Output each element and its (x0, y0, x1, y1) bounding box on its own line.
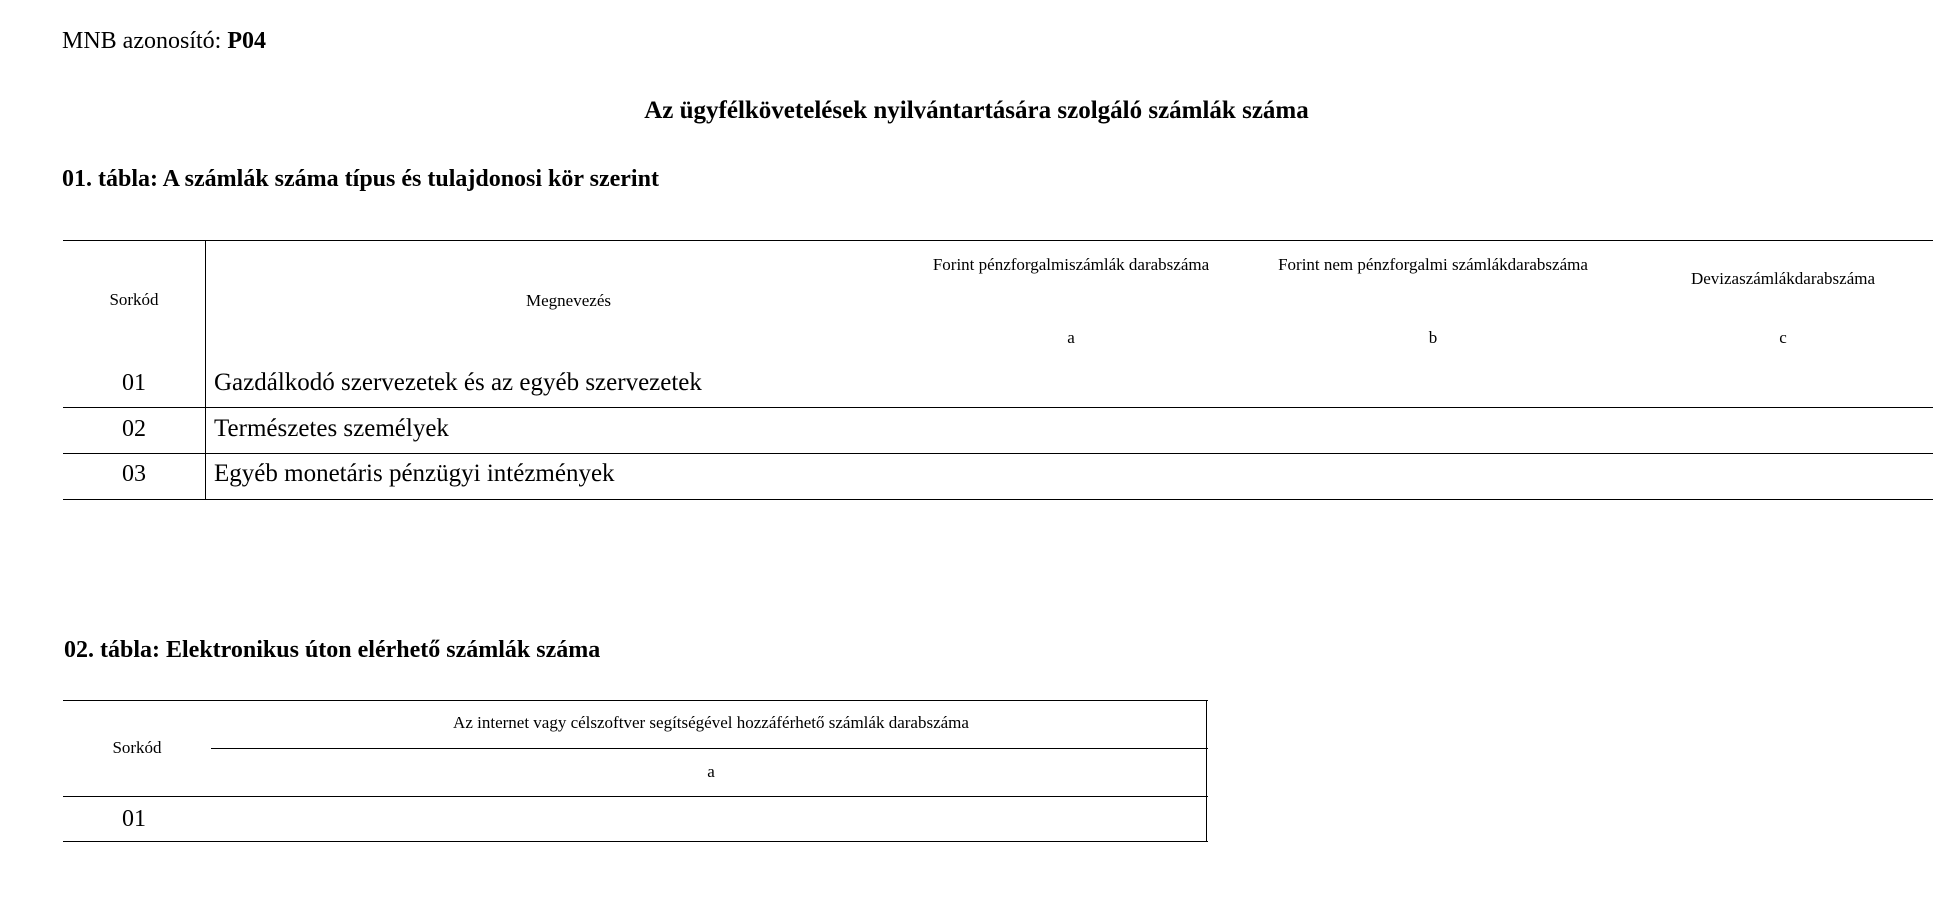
table2-title: 02. tábla: Elektronikus úton elérhető számlák száma (64, 637, 601, 663)
table1-row-code: 01 (122, 370, 146, 396)
table1-header-col-a: Forint pénzforgalmiszámlák darabszáma (932, 255, 1210, 274)
table1-header-letter-c: c (1779, 328, 1787, 347)
table2-row-divider (63, 796, 1208, 797)
table1-header-code: Sorkód (109, 290, 159, 309)
table1-row-code: 03 (122, 461, 146, 487)
table1-row-label: Egyéb monetáris pénzügyi intézmények (214, 460, 615, 487)
table1-title: 01. tábla: A számlák száma típus és tulajdonosi kör szerint (62, 166, 659, 192)
table1 (63, 240, 1933, 500)
table1-column-divider (205, 240, 206, 500)
table1-bottom-border (63, 499, 1933, 500)
page-title: Az ügyfélkövetelések nyilvántartására szolgáló számlák száma (644, 97, 1309, 124)
table1-row-label: Természetes személyek (214, 415, 449, 442)
table2-row-code: 01 (122, 806, 146, 832)
table1-top-border (63, 240, 1933, 241)
table2-top-border (63, 700, 1208, 701)
table1-row-label: Gazdálkodó szervezetek és az egyéb szervezetek (214, 369, 702, 396)
table1-row-divider (63, 407, 1933, 408)
table2-header-col-a: Az internet vagy célszoftver segítségével hozzáférhető számlák darabszáma (453, 713, 969, 732)
table1-row-divider (63, 453, 1933, 454)
mnb-identifier-value: P04 (227, 28, 266, 54)
table1-header-name: Megnevezés (526, 291, 611, 310)
table1-header-col-c: Devizaszámlákdarabszáma (1690, 269, 1876, 288)
mnb-identifier-label: MNB azonosító: (62, 28, 222, 54)
table2-header-divider (211, 748, 1208, 749)
table2-header-letter-a: a (707, 762, 715, 781)
table1-header-letter-a: a (1067, 328, 1075, 347)
table1-header-col-b: Forint nem pénzforgalmi számlákdarabszáma (1278, 255, 1588, 274)
table2-header-code: Sorkód (112, 738, 162, 757)
mnb-identifier (62, 28, 266, 55)
table1-row-code: 02 (122, 416, 146, 442)
table2 (63, 700, 1208, 845)
table1-header-letter-b: b (1428, 328, 1438, 347)
table2-bottom-border (63, 841, 1208, 842)
